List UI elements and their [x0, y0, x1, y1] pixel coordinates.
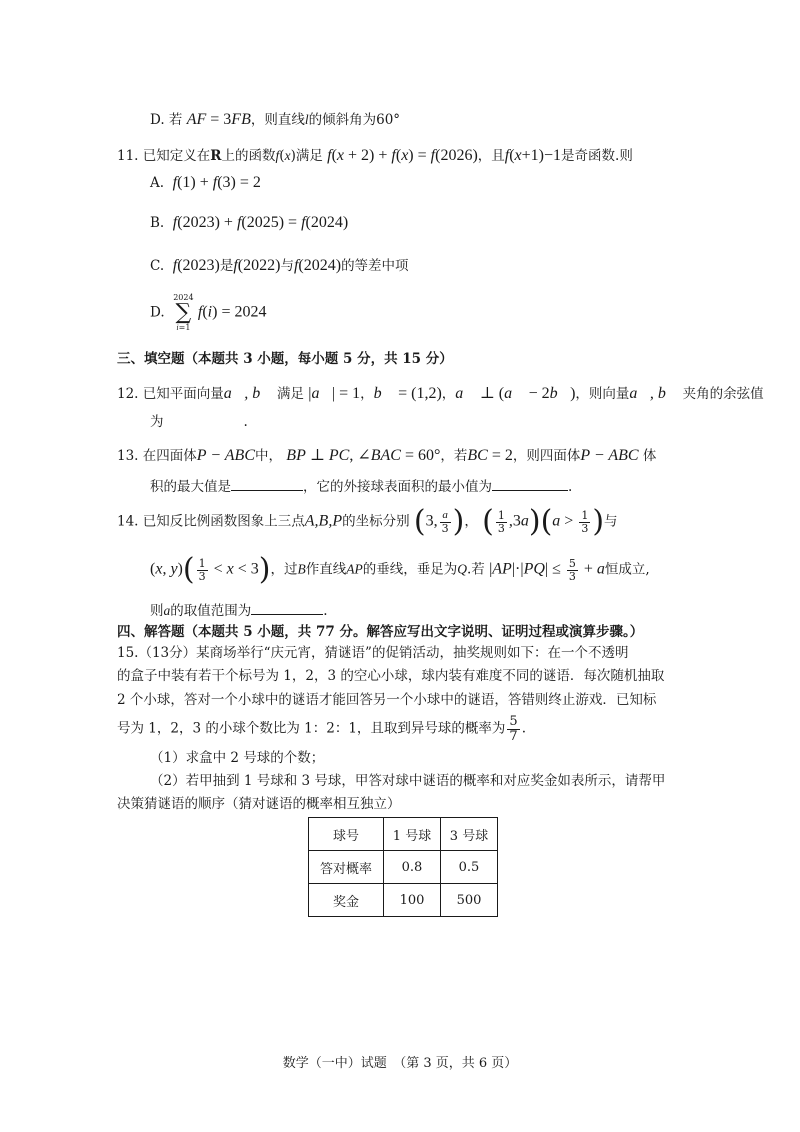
- table-cell: 奖金: [309, 884, 384, 917]
- q11-option-c: C. f(2023)是f(2022)与f(2024)的等差中项: [150, 257, 409, 274]
- table-cell: 0.5: [441, 851, 498, 884]
- q15-sub2-line2: 决策猜谜语的顺序（猜对谜语的概率相互独立）: [117, 796, 401, 812]
- q13-blank-2[interactable]: [492, 490, 568, 491]
- table-header-cell: 球号: [309, 818, 384, 851]
- table-cell: 答对概率: [309, 851, 384, 884]
- q11-option-d: D. 2024 ∑ i=1 f(i) = 2024: [150, 293, 267, 332]
- q11-stem: 11. 已知定义在R上的函数f(x)满足 f(x + 2) + f(x) = f(2026)，且f(x+1)−1是奇函数.则: [117, 147, 633, 164]
- q12-line2: 为 .: [150, 414, 248, 430]
- q14-line3: 则a的取值范围为 .: [150, 603, 328, 619]
- summation-symbol: 2024 ∑ i=1: [173, 293, 194, 332]
- q15-line1: 15.（13分）某商场举行“庆元宵，猜谜语”的促销活动，抽奖规则如下：在一个不透明: [117, 645, 629, 661]
- section-3-heading: 三、填空题（本题共 3 小题，每小题 5 分，共 15 分）: [117, 351, 453, 367]
- section-4-heading: 四、解答题（本题共 5 小题，共 77 分。解答应写出文字说明、证明过程或演算步骤。）: [117, 624, 644, 640]
- prize-table: [308, 817, 498, 917]
- table-header-cell: 1 号球: [384, 818, 441, 851]
- table-row: [309, 851, 498, 884]
- q15-sub1: （1）求盒中 2 号球的个数；: [150, 750, 325, 766]
- q13-line2: 积的最大值是 ，它的外接球表面积的最小值为 .: [150, 479, 573, 495]
- q11-option-b: B. f(2023) + f(2025) = f(2024): [150, 214, 349, 231]
- q14-blank[interactable]: [251, 614, 323, 615]
- table-cell: 500: [441, 884, 498, 917]
- table-header-cell: 3 号球: [441, 818, 498, 851]
- table-header-row: [309, 818, 498, 851]
- q14-line2: (x, y)( $\frac{1}{3}$ < x < 3)，过B作直线AP的垂线，垂足为Q.若 |AP|·|PQ| ≤ $\frac{5}{3}$ + a恒成立,: [150, 552, 650, 587]
- q14-line1: 14. 已知反比例函数图象上三点A,B,P的坐标分别 (3, $\frac{a}{3}$ )， ( $\frac{1}{3}$ ,3a)(a > $\frac{1}{3}$ )与: [117, 504, 618, 539]
- q13-line1: 13. 在四面体P − ABC中， BP ⊥ PC, ∠BAC = 60°，若BC = 2，则四面体P − ABC 体: [117, 447, 657, 464]
- table-cell: 100: [384, 884, 441, 917]
- q12-line1: 12. 已知平面向量a⃗, b⃗ 满足 |a⃗| = 1，b⃗ = (1,2)，a⃗ ⊥ (a⃗ − 2b⃗)，则向量a⃗, b⃗ 夹角的余弦值: [117, 385, 764, 402]
- table-cell: 0.8: [384, 851, 441, 884]
- q15-line2: 的盒子中装有若干个标号为 1，2，3 的空心小球，球内装有难度不同的谜语．每次随机抽取: [117, 668, 665, 684]
- page-footer: 数学（一中）试题 （第 3 页，共 6 页）: [282, 1056, 518, 1071]
- q15-line4: 号为 1，2，3 的小球个数比为 1：2：1，且取到异号球的概率为 $\frac{5}{7}$ .: [117, 714, 526, 744]
- q13-blank-1[interactable]: [231, 490, 303, 491]
- q10-option-d: D. 若 AF = 3FB，则直线l的倾斜角为60°: [150, 111, 401, 128]
- q15-line3: 2 个小球，答对一个小球中的谜语才能回答另一个小球中的谜语，答错则终止游戏．已知标: [117, 692, 657, 708]
- q11-option-a: A. f(1) + f(3) = 2: [150, 174, 261, 191]
- q15-sub2-line1: （2）若甲抽到 1 号球和 3 号球，甲答对球中谜语的概率和对应奖金如表所示，请帮甲: [150, 773, 666, 789]
- table-row: [309, 884, 498, 917]
